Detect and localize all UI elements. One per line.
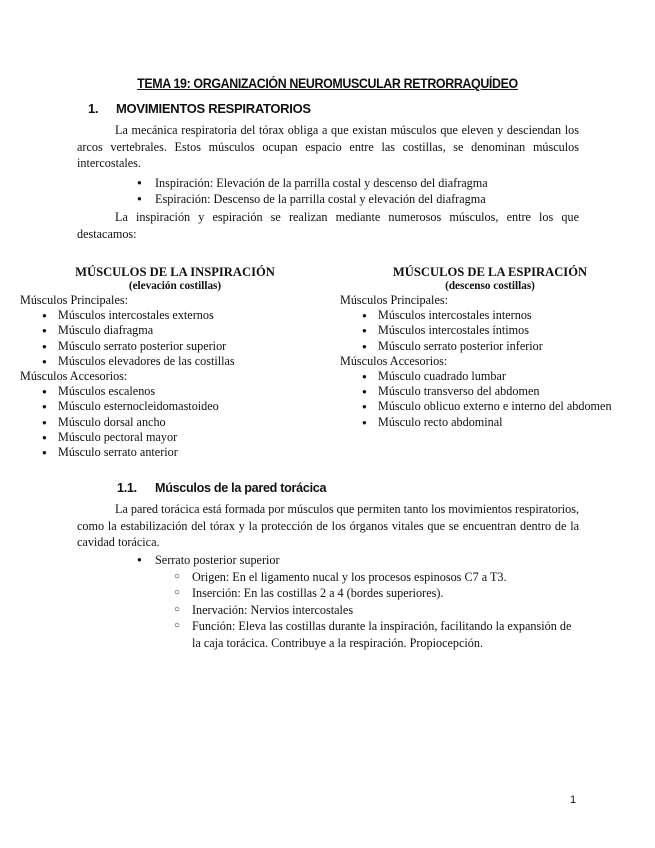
section-1-closing: La inspiración y espiración se realizan mediante numerosos músculos, entre los que destacamos: — [77, 210, 579, 241]
list-item: ● Músculo recto abdominal — [340, 415, 640, 430]
list-item: ● Músculo oblicuo externo e interno del abdomen — [340, 399, 640, 414]
expiration-principal-list — [340, 308, 640, 354]
section-1-1-heading — [117, 481, 326, 495]
section-1-1-paragraph: La pared torácica está formada por músculos que permiten tanto los movimientos respiratorios, como la estabilización del tórax y la protección de los órganos vitales que se encuentran dentro de la cavidad torácica. — [77, 502, 579, 550]
inspiration-subtitle: (elevación costillas) — [128, 280, 222, 292]
section-1-1-number: 1.1. — [117, 481, 137, 495]
list-item: ● Músculo transverso del abdomen — [340, 384, 640, 399]
inspiration-accessory-list — [20, 384, 330, 460]
list-item: ● Serrato posterior superior — [137, 552, 280, 568]
list-item: ● Músculo pectoral mayor — [20, 430, 330, 445]
inspiration-title: MÚSCULOS DE LA INSPIRACIÓN — [75, 265, 275, 279]
expiration-principal-label: Músculos Principales: — [340, 293, 448, 307]
expiration-accessory-label: Músculos Accesorios: — [340, 353, 448, 368]
list-item: ○ Inervación: Nervios intercostales — [174, 602, 580, 618]
muscle-list — [137, 552, 280, 568]
list-item: ● Músculos escalenos — [20, 384, 330, 399]
list-item: ○ Origen: En el ligamento nucal y los procesos espinosos C7 a T3. — [174, 569, 580, 585]
inspiration-principal-list — [20, 308, 330, 369]
inspiration-principal-label: Músculos Principales: — [20, 293, 128, 307]
expiration-accessory-list — [340, 369, 640, 430]
section-1-1-title: Músculos de la pared torácica — [155, 481, 327, 495]
inspiration-column — [20, 265, 330, 460]
list-item: ● Músculos intercostales internos — [340, 308, 640, 323]
list-item: ● Espiración: Descenso de la parrilla costal y elevación del diafragma — [137, 191, 488, 207]
list-item: ● Inspiración: Elevación de la parrilla costal y descenso del diafragma — [137, 175, 488, 191]
page-number: 1 — [570, 794, 577, 806]
document-title: TEMA 19: ORGANIZACIÓN NEUROMUSCULAR RETRORRAQUÍDEO — [137, 76, 518, 91]
section-1-intro: La mecánica respiratoria del tórax obliga a que existan músculos que eleven y desciendan los arcos vertebrales. Estos músculos ocupan espacio entre las costillas, se denominan músculos intercostales. — [77, 123, 579, 171]
section-1-heading — [88, 101, 311, 116]
expiration-column — [340, 265, 640, 430]
list-item: ● Músculos elevadores de las costillas — [20, 354, 330, 369]
list-item: ● Músculo serrato posterior superior — [20, 339, 330, 354]
list-item: ● Músculo diafragma — [20, 323, 330, 338]
expiration-title: MÚSCULOS DE LA ESPIRACIÓN — [392, 265, 588, 279]
section-1-number: 1. — [88, 101, 99, 116]
list-item: ● Músculo serrato anterior — [20, 445, 330, 460]
expiration-subtitle: (descenso costillas) — [445, 280, 535, 292]
list-item: ● Músculo serrato posterior inferior — [340, 339, 640, 354]
inspiration-accessory-label: Músculos Accesorios: — [20, 369, 128, 384]
list-item: ● Músculo dorsal ancho — [20, 415, 330, 430]
breathing-phases-list — [137, 175, 488, 207]
list-item: ○ Función: Eleva las costillas durante la inspiración, facilitando la expansión de la caja torácica. Contribuye a la respiración. Propiocepción. — [174, 618, 580, 651]
list-item: ● Músculo esternocleidomastoideo — [20, 399, 330, 414]
list-item: ● Músculos intercostales íntimos — [340, 323, 640, 338]
list-item: ● Músculos intercostales externos — [20, 308, 330, 323]
section-1-title: MOVIMIENTOS RESPIRATORIOS — [116, 101, 311, 116]
muscle-details-list — [174, 569, 580, 651]
list-item: ○ Inserción: En las costillas 2 a 4 (bordes superiores). — [174, 585, 580, 601]
list-item: ● Músculo cuadrado lumbar — [340, 369, 640, 384]
